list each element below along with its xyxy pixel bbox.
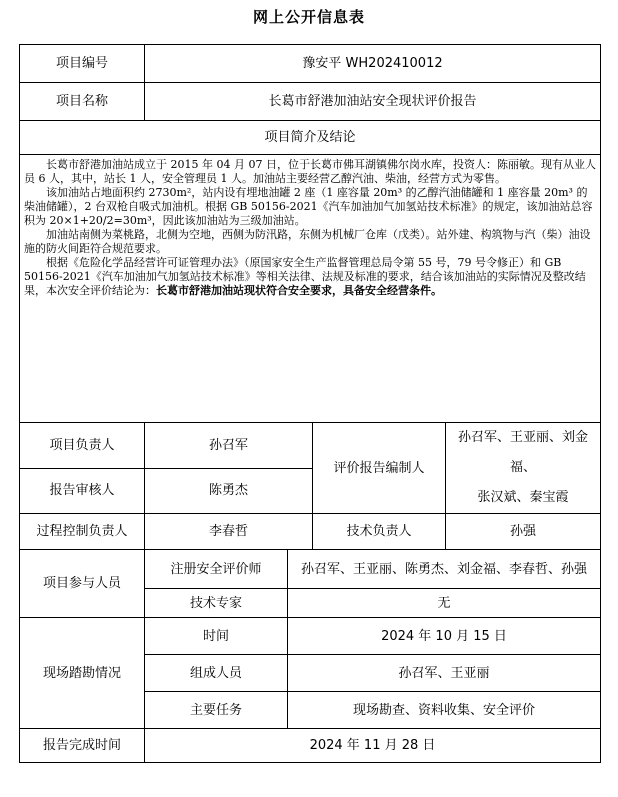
site-survey-label: 现场踏勘情况 (20, 618, 145, 729)
project-number-label: 项目编号 (20, 45, 145, 83)
page-title: 网上公开信息表 (252, 8, 365, 26)
summary-body (20, 155, 601, 423)
completion-label: 报告完成时间 (20, 729, 145, 763)
compilers-value (446, 423, 601, 514)
summary-paragraph-2: 该加油站占地面积约 2730m²，站内设有埋地油罐 2 座（1 座容量 20m³ 的乙醇汽油储罐和 1 座容量 20m³ 的柴油储罐），2 台双枪自吸式加油机。根据 GB 50156-2021《汽车加油加气加氢站技术标准》的规定，该加油站总容积为 20×1+20/2=30m³，因此该加油站为三级加油站。 (24, 186, 593, 227)
lead-value: 孙召军 (145, 423, 313, 469)
tech-lead-value: 孙强 (446, 514, 601, 550)
expert-value: 无 (288, 589, 601, 618)
process-control-label: 过程控制负责人 (20, 514, 145, 550)
summary-conclusion: 长葛市舒港加油站现状符合安全要求，具备安全经营条件。 (156, 284, 442, 297)
tech-lead-label: 技术负责人 (313, 514, 446, 550)
summary-paragraph-4 (24, 256, 596, 298)
survey-members-value: 孙召军、王亚丽 (288, 655, 601, 692)
process-control-value: 李春哲 (145, 514, 313, 550)
lead-label: 项目负责人 (20, 423, 145, 469)
reviewer-value: 陈勇杰 (145, 468, 313, 514)
survey-time-label: 时间 (145, 618, 288, 655)
participants-label: 项目参与人员 (20, 550, 145, 618)
registered-evaluator-label: 注册安全评价师 (145, 550, 288, 589)
compilers-line-1: 孙召军、王亚丽、刘金福、 (458, 430, 589, 475)
completion-value: 2024 年 11 月 28 日 (145, 729, 601, 763)
project-name-label: 项目名称 (20, 83, 145, 121)
summary-paragraph-3: 加油站南侧为菜桃路，北侧为空地，西侧为防汛路，东侧为机械厂仓库（戊类）。站外建、构筑物与汽（柴）油设施的防火间距符合规范要求。 (24, 228, 591, 255)
survey-tasks-label: 主要任务 (145, 692, 288, 729)
survey-tasks-value: 现场勘查、资料收集、安全评价 (288, 692, 601, 729)
summary-paragraph-4-text: 根据《危险化学品经营许可证管理办法》（原国家安全生产监督管理总局令第 55 号，79 号令修正）和 GB 50156-2021《汽车加油加气加氢站技术标准》等相关法律、法规及标准的要求，结合该加油站的实际情况及整改结果，本次安全评价结论为： (24, 256, 586, 297)
summary-paragraph-1: 长葛市舒港加油站成立于 2015 年 04 月 07 日，位于长葛市佛耳湖镇佛尔岗水库，投资人：陈丽敏。现有从业人员 6 人，其中，站长 1 人，安全管理员 1 人。加油站主要经营乙醇汽油、柴油，经营方式为零售。 (24, 158, 596, 185)
project-number-value: 豫安平 WH202410012 (145, 45, 601, 83)
info-table (19, 44, 601, 763)
summary-heading: 项目简介及结论 (20, 121, 601, 155)
expert-label: 技术专家 (145, 589, 288, 618)
survey-members-label: 组成人员 (145, 655, 288, 692)
compilers-label: 评价报告编制人 (313, 423, 446, 514)
survey-time-value: 2024 年 10 月 15 日 (288, 618, 601, 655)
reviewer-label: 报告审核人 (20, 468, 145, 514)
project-name-value: 长葛市舒港加油站安全现状评价报告 (145, 83, 601, 121)
registered-evaluator-value: 孙召军、王亚丽、陈勇杰、刘金福、李春哲、孙强 (288, 550, 601, 589)
compilers-line-2: 张汉斌、秦宝霞 (477, 490, 569, 505)
